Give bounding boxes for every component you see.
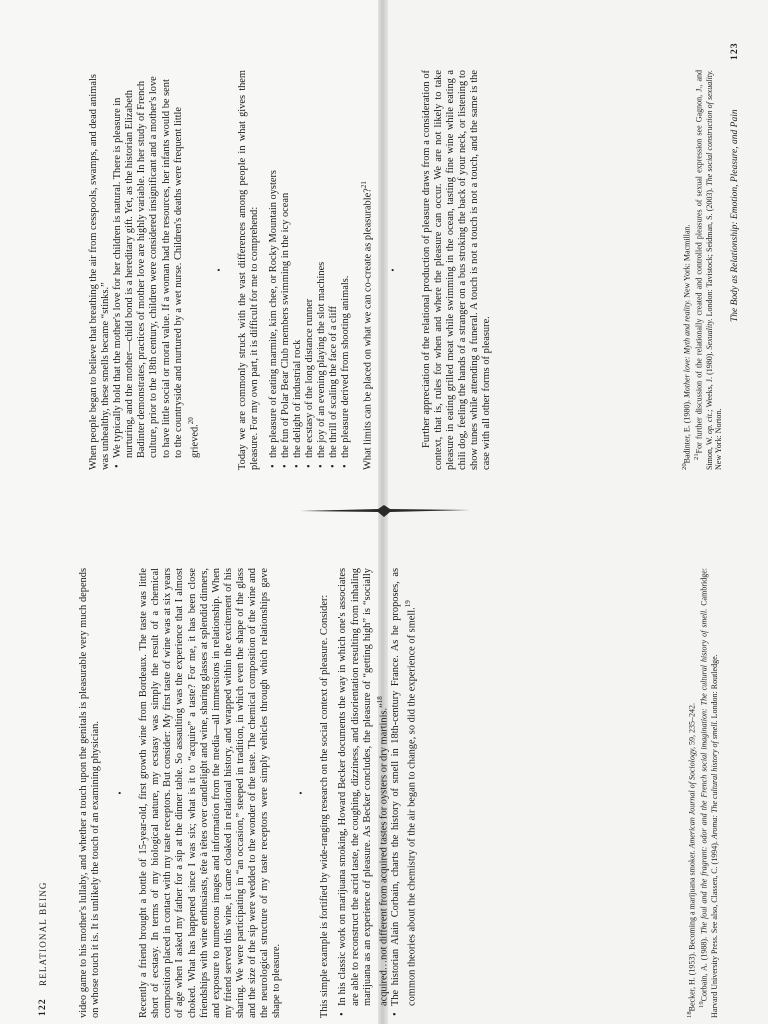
footnote-21: $^{21}$For further discussion of the relationally created and controlled pleasures of sexual expression see Gagnon, J., and Simon, W. op. cit.; Weeks, J. (1980). Sexuality. London: Tavistock; Seidman, S. (2003). The social construction of sexuality. New York: Norton. [693,70,724,470]
section-break: • [115,791,126,795]
list-item: • the pleasure derived from shooting animals. [340,70,352,458]
list-item: • We typically hold that the mother's love for her children is natural. There is pleasure in nurturing, and the mother—child bond is a hereditary gift. Yet, as the historian Elizabeth Badinter demonstrates, practices of mother love are highly variable. In her study of French culture, prior to the 18th century, children were considered insignificant and a mother's love to have little social or moral value. If a woman had the resources, her infants would be sent to the countryside and nurtured by a wet nurse. Children's deaths were frequent little grieved.$^{20}$ [112,70,201,458]
right-running-head [730,22,744,322]
section-break-2: • [387,268,398,272]
right-body [88,70,493,470]
left-footnotes [685,568,719,1018]
limits-question: What limits can be placed on what we can co-create as pleasurable?$^{21}$ [360,181,374,470]
list-item: • the fun of Polar Bear Club members swimming in the icy ocean [280,70,292,458]
pleasure-list [268,70,353,470]
mother-bullet [112,70,201,470]
section-break-2: • [296,791,307,795]
footnote-20: $^{20}$Badinter, E. (1980). Mother love: Myth and reality. New York: Macmillan. [681,224,692,470]
list-item: • In his classic work on marijuana smoking, Howard Becker documents the way in which one's associates are able to reconstruct the acrid taste, the coughing, dizziness, and disorientation resulting from inhaling marijuana as an experience of pleasure. As Becker concludes, the pleasure of “getting high” is “socially acquired…not different from acquired tastes for oysters or dry martinis.”$^{18}$ [337,568,390,1006]
right-page-number: 123 [730,42,740,60]
list-item: • the delight of industrial rock [292,70,304,458]
list-item: • the pleasure of eating marmite, kim chee, or Rocky Mountain oysters [268,70,280,458]
right-footnotes [680,70,724,470]
wine-paragraph: Recently a friend brought a bottle of 15-year-old, first growth wine from Bordeaux. The taste was little short of ecstasy. In terms of my biological nature, my ecstasy was simply the result of a chemical composition placed in contact with my taste receptors. But consider: My first taste of wine was at six years of age when I asked my father for a sip at the dinner table. So assaulting was the experience that I almost choked. What has happened since I was six; what is it to “acquire” a taste? For me, it has been close friendships with wine enthusiasts, tête à têtes over candlelight and wine, sharing glasses at splendid dinners, and exposure to numerous images and information from the media—all immersions in relationship. When my friend served this wine, it came cloaked in relational history, and wrapped within the excitement of his sharing. We were participating in “an occasion,” steeped in tradition, in which even the shape of the glass and the size of the sip were wedded to the wonder of the taste. The chemical composition of the wine and the neurological structure of my taste receptors were simply vehicles through which relationships gave shape to pleasure. [138,568,283,1018]
further-paragraph: Further appreciation of the relational production of pleasure draws from a consideration of context, that is, rules for when and where the pleasure can occur. We are not likely to take pleasure in eating grilled meat while swimming in the ocean, tasting fine wine while eating a chili dog, feeling the hands of a stranger on a bus stroking the back of your neck, or listening to show tunes while attending a funeral. A touch is not a touch is not a touch, and the same is the case with all other forms of pleasure. [420,70,493,470]
research-list [337,568,419,1018]
left-body [78,568,419,1018]
list-item: • the ecstasy of the long distance runner [304,70,316,458]
today-paragraph: Today we are commonly struck with the vast differences among people in what gives them pleasure. For my own part, it is difficult for me to comprehend: [237,70,261,470]
list-item: • the joy of an evening playing the slot machines [316,70,328,458]
list-item: • the thrill of scaling the face of a cliff [328,70,340,458]
left-running-title: RELATIONAL BEING [38,881,48,986]
fortified-paragraph: This simple example is fortified by wide-ranging research on the social context of pleasure. Consider: [319,594,331,1018]
list-item: • The historian Alain Corbain, charts the history of smell in 18th-century France. As he proposes, as common theories about the chemistry of the air began to change, so did the experience of smell.$^{19}$ [390,568,419,1006]
footnote-19: $^{19}$Corbain, A. (1988). The foul and the fragrant: odor and the French social imagination: The cultural history of smell. Cambridge: Harvard University Press. See also, Classen, C. (1994). Aroma: The cultural history of smell. London: Routledge. [698,568,719,1018]
opening-paragraph: video game to his mother's lullaby, and whether a touch upon the genitals is pleasurable very much depends on whose touch it is. It is unlikely the touch of an examining physician. [78,568,102,1018]
footnote-18: $^{18}$Becker, H. (1953). Becoming a marijuana smoker. American Journal of Sociology, 59, 235–242. [686,703,697,1018]
right-running-title: The Body as Relationship: Emotion, Pleasure, and Pain [730,109,740,322]
left-page-number: 122 [38,998,48,1016]
left-running-head [38,36,52,1016]
section-break: • [214,268,225,272]
page-fold-mark [300,505,470,517]
continue-paragraph: When people began to believe that breathing the air from cesspools, swamps, and dead animals was unhealthy, these smells became “stinks.” [88,74,112,470]
